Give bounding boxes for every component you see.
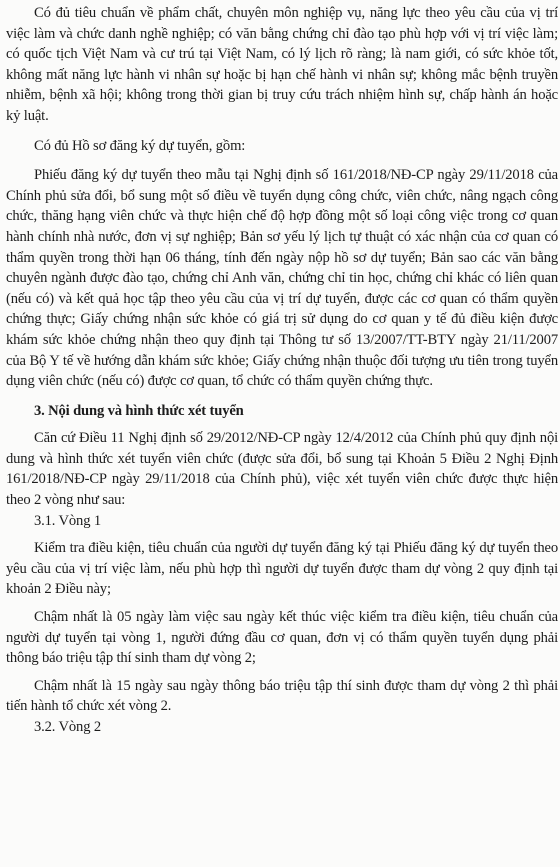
paragraph-criteria: Có đủ tiêu chuẩn về phẩm chất, chuyên môn nghiệp vụ, năng lực theo yêu cầu của vị trí việc làm và chức danh nghề nghiệp; có văn bằng chứng chỉ đào tạo phù hợp với vị trí việc làm; có quốc tịch Việt Nam và cư trú tại Việt Nam, có lý lịch rõ ràng; là nam giới, có sức khỏe tốt, không mất năng lực hành vi nhân sự hoặc bị hạn chế hành vi nhân sự; không mắc bệnh truyền nhiễm, bệnh xã hội; không trong thời gian bị truy cứu trách nhiệm hình sự, chấp hành án hoặc kỷ luật. (6, 5, 558, 124)
paragraph-round1-check: Kiểm tra điều kiện, tiêu chuẩn của người dự tuyển đăng ký tại Phiếu đăng ký dự tuyển theo yêu cầu của vị trí việc làm, nếu phù hợp thì người dự tuyển được tham dự vòng 2 quy định tại khoản 2 Điều này; (6, 540, 558, 598)
paragraph-basis: Căn cứ Điều 11 Nghị định số 29/2012/NĐ-CP ngày 12/4/2012 của Chính phủ quy định nội dung và hình thức xét tuyển viên chức (được sửa đổi, bổ sung tại Khoản 5 Điều 2 Nghị Định 161/2018/NĐ-CP ngày 29/11/2018 của Chính phủ), việc xét tuyển viên chức được thực hiện theo 2 vòng như sau: (6, 430, 558, 509)
paragraph-round1-deadline: Chậm nhất là 15 ngày sau ngày thông báo triệu tập thí sinh được tham dự vòng 2 thì phải tiến hành tổ chức xét vòng 2. (6, 677, 558, 715)
paragraph-round1-notice: Chậm nhất là 05 ngày làm việc sau ngày kết thúc việc kiểm tra điều kiện, tiêu chuẩn của người dự tuyển tại vòng 1, người đứng đầu cơ quan, đơn vị có thẩm quyền tuyển dụng phải thông báo triệu tập thí sinh tham dự vòng 2; (6, 609, 558, 667)
section-heading-3: 3. Nội dung và hình thức xét tuyển (34, 402, 244, 419)
paragraph-dossier-detail: Phiếu đăng ký dự tuyển theo mẫu tại Nghị định số 161/2018/NĐ-CP ngày 29/11/2018 của Chính phủ sửa đổi, bổ sung một số điều về tuyển dụng công chức, viên chức, nâng ngạch công chức, thăng hạng viên chức và thực hiện chế độ hợp đồng một số loại công việc trong cơ quan hành chính nhà nước, đơn vị sự nghiệp; Bản sơ yếu lý lịch tự thuật có xác nhận của cơ quan có thẩm quyền trong thời hạn 06 tháng, tính đến ngày nộp hồ sơ dự tuyển; Bản sao các văn bằng chuyên ngành được đào tạo, chứng chỉ Anh văn, chứng chỉ tin học, chứng chỉ khác có liên quan (nếu có) và kết quả học tập theo yêu cầu của vị trí dự tuyển, được các cơ quan có thẩm quyền chứng thực; Giấy chứng nhận sức khỏe có giá trị sử dụng do cơ quan y tế đủ điều kiện được khám sức khỏe chứng nhận theo quy định tại Thông tư số 13/2007/TT-BTY ngày 21/11/2007 của Bộ Y tế về hướng dẫn khám sức khỏe; Giấy chứng nhận thuộc đối tượng ưu tiên trong tuyển dụng viên chức (nếu có) được cơ quan, tổ chức có thẩm quyền chứng thực. (6, 167, 558, 390)
subheading-3-1: 3.1. Vòng 1 (34, 512, 102, 529)
subheading-3-2: 3.2. Vòng 2 (34, 719, 102, 735)
paragraph-dossier-intro: Có đủ Hồ sơ đăng ký dự tuyển, gồm: (34, 137, 246, 154)
